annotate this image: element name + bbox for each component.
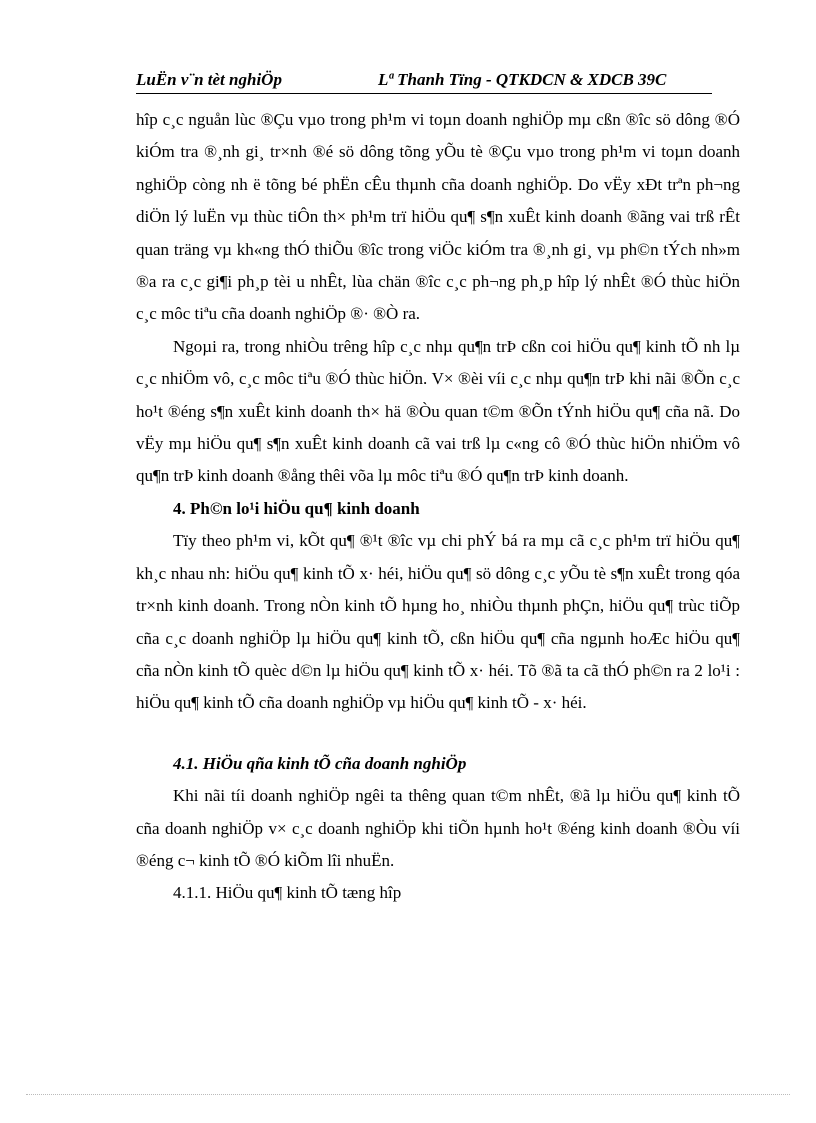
section-heading-4-1-1: 4.1.1. HiÖu qu¶ kinh tÕ tæng hîp bbox=[173, 883, 402, 903]
spacer bbox=[136, 720, 740, 748]
page-header bbox=[136, 66, 712, 96]
paragraph-1: hîp c¸c nguån lùc ®Çu vµo trong ph¹m vi toµn doanh nghiÖp mµ cßn ®îc sö dông ®Ó kiÓm tra ®¸nh gi¸ tr×nh ®é sö dông tõng yÕu tè ®Çu vµo trong ph¹m vi toµn doanh nghiÖp còng nh ë tõng bé phËn cÊu thµnh cña doanh nghiÖp. Do vËy xÐt trªn ph¬ng diÖn lý luËn vµ thùc tiÔn th× ph¹m trï hiÖu qu¶ s¶n xuÊt kinh doanh ®ãng vai trß rÊt quan träng vµ kh«ng thÓ thiÕu ®îc trong viÖc kiÓm tra ®¸nh gi¸ vµ ph©n tÝch nh»m ®a ra c¸c gi¶i ph¸p tèi u nhÊt, lùa chän ®îc c¸c ph¬ng ph¸p hîp lý nhÊt ®Ó thùc hiÖn c¸c môc tiªu cña doanh nghiÖp ®· ®Ò ra. bbox=[136, 110, 740, 324]
document-body bbox=[136, 104, 740, 910]
paragraph-3: Tïy theo ph¹m vi, kÕt qu¶ ®¹t ®îc vµ chi phÝ bá ra mµ cã c¸c ph¹m trï hiÖu qu¶ kh¸c nhau nh: hiÖu qu¶ kinh tÕ x· héi, hiÖu qu¶ sö dông c¸c yÕu tè s¶n xuÊt trong qóa tr×nh kinh doanh. Trong nÒn kinh tÕ hµng ho¸ nhiÒu thµnh phÇn, hiÖu qu¶ trùc tiÕp cña c¸c doanh nghiÖp lµ hiÖu qu¶ kinh tÕ, cßn hiÖu qu¶ cña ngµnh hoÆc hiÖu qu¶ cña nÒn kinh tÕ quèc d©n lµ hiÖu qu¶ kinh tÕ x· héi. Tõ ®ã ta cã thÓ ph©n ra 2 lo¹i : hiÖu qu¶ kinh tÕ cña doanh nghiÖp vµ hiÖu qu¶ kinh tÕ - x· héi. bbox=[136, 531, 740, 713]
section-heading-4-1: 4.1. HiÖu qña kinh tÕ cña doanh nghiÖp bbox=[173, 753, 467, 773]
header-divider bbox=[136, 93, 712, 94]
header-author-class: Lª Thanh Tïng - QTKDCN & XDCB 39C bbox=[378, 70, 667, 89]
section-heading-4: 4. Ph©n lo¹i hiÖu qu¶ kinh doanh bbox=[173, 498, 420, 518]
paragraph-2: Ngoµi ra, trong nhiÒu trêng hîp c¸c nhµ qu¶n trÞ cßn coi hiÖu qu¶ kinh tÕ nh lµ c¸c nhiÖm vô, c¸c môc tiªu ®Ó thùc hiÖn. V× ®èi víi c¸c nhµ qu¶n trÞ khi nãi ®Õn c¸c ho¹t ®éng s¶n xuÊt kinh doanh th× hä ®Òu quan t©m ®Õn tÝnh hiÖu qu¶ cña nã. Do vËy mµ hiÖu qu¶ s¶n xuÊt kinh doanh cã vai trß lµ c«ng cô ®Ó thùc hiÖn nhiÖm vô qu¶n trÞ kinh doanh ®ång thêi võa lµ môc tiªu ®Ó qu¶n trÞ kinh doanh. bbox=[136, 336, 740, 486]
header-thesis-title: LuËn v¨n tèt nghiÖp bbox=[136, 70, 282, 89]
page-bottom-border bbox=[26, 1094, 790, 1095]
paragraph-4: Khi nãi tíi doanh nghiÖp ngêi ta thêng quan t©m nhÊt, ®ã lµ hiÖu qu¶ kinh tÕ cña doanh nghiÖp v× c¸c doanh nghiÖp khi tiÕn hµnh ho¹t ®éng kinh doanh ®Òu víi ®éng c¬ kinh tÕ ®Ó kiÕm lîi nhuËn. bbox=[136, 786, 740, 870]
